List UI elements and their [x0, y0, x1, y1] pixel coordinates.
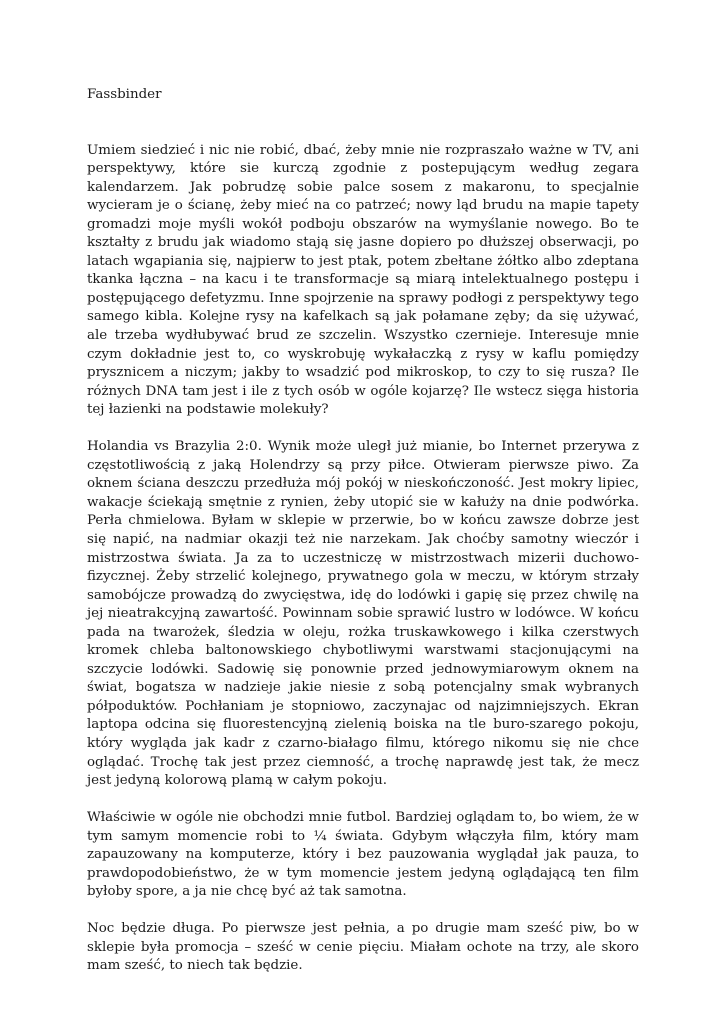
document-title: Fassbinder [87, 87, 162, 102]
document-body [87, 86, 639, 995]
paragraph-2: Holandia vs Brazylia 2:0. Wynik może uległ już mianie, bo Internet przerywa z częstotliwością z jaką Holendrzy są przy piłce. Otwieram pierwsze piwo. Za oknem ściana deszczu przedłuża mój pokój w nieskończoność. Jest mokry lipiec, wakacje ściekają smętnie z rynien, żeby utopić sie w kałuży na dnie podwórka. Perła chmielowa. Byłam w sklepie w przerwie, bo w końcu zawsze dobrze jest się napić, na nadmiar okazji też nie narzekam. Jak choćby samotny wieczór i mistrzostwa świata. Ja za to uczestniczę w mistrzostwach mizerii duchowo-fizycznej. Żeby strzelić kolejnego, prywatnego gola w meczu, w którym strzały samobójcze prowadzą do zwycięstwa, idę do lodówki i gapię się przez chwilę na jej nieatrakcyjną zawartość. Powinnam sobie sprawić lustro w lodówce. W końcu pada na twarożek, śledzia w oleju, rożka truskawkowego i kilka czerstwych kromek chleba baltonowskiego chybotliwymi warstwami stacjonującymi na szczycie lodówki. Sadowię się ponownie przed jednowymiarowym oknem na świat, bogatsza w nadzieje jakie niesie z sobą potencjalny smak wybranych półpoduktów. Pochłaniam je stopniowo, zaczynajac od najzimniejszych. Ekran laptopa odcina się fluorestencyjną zielenią boiska na tle buro-szarego pokoju, który wygląda jak kadr z czarno-białago filmu, którego nikomu się nie chce oglądać. Trochę tak jest przez ciemność, a trochę naprawdę jest tak, że mecz jest jedyną kolorową plamą w całym pokoju. [87, 439, 639, 789]
paragraph-3: Właściwie w ogóle nie obchodzi mnie futbol. Bardziej oglądam to, bo wiem, że w tym samym momencie robi to ¼ świata. Gdybym włączyła film, który mam zapauzowany na komputerze, który i bez pauzowania wyglądał jak pauza, to prawdopodobieństwo, że w tym momencie jestem jedyną oglądającą ten film byłoby spore, a ja nie chcę być aż tak samotna. [87, 810, 639, 900]
paragraph-1: Umiem siedzieć i nic nie robić, dbać, żeby mnie nie rozpraszało ważne w TV, ani perspektywy, które sie kurczą zgodnie z postepującym według zegara kalendarzem. Jak pobrudzę sobie palce sosem z makaronu, to specjalnie wycieram je o ścianę, żeby mieć na co patrzeć; nowy ląd brudu na mapie tapety gromadzi moje myśli wokół podboju obszarów na wymyślanie nowego. Bo te kształty z brudu jak wiadomo stają się jasne dopiero po dłuższej obserwacji, po latach wgapiania się, najpierw to jest ptak, potem zbełtane żółtko albo zdeptana tkanka łączna – na kacu i te transformacje są miarą intelektualnego postępu i postępującego defetyzmu. Inne spojrzenie na sprawy podłogi z perspektywy tego samego kibla. Kolejne rysy na kafelkach są jak połamane zęby; da się używać, ale trzeba wydłubywać brud ze szczelin. Wszystko czernieje. Interesuje mnie czym dokładnie jest to, co wyskrobuję wykałaczką z rysy w kaflu pomiędzy prysznicem a niczym; jakby to wsadzić pod mikroskop, to czy to się rusza? Ile różnych DNA tam jest i ile z tych osób w ogóle kojarzę? Ile wstecz sięga historia tej łazienki na podstawie molekuły? [87, 142, 639, 418]
paragraph-4: Noc będzie długa. Po pierwsze jest pełnia, a po drugie mam sześć piw, bo w sklepie była promocja – sześć w cenie pięciu. Miałam ochote na trzy, ale skoro mam sześć, to niech tak będzie. [87, 921, 639, 974]
